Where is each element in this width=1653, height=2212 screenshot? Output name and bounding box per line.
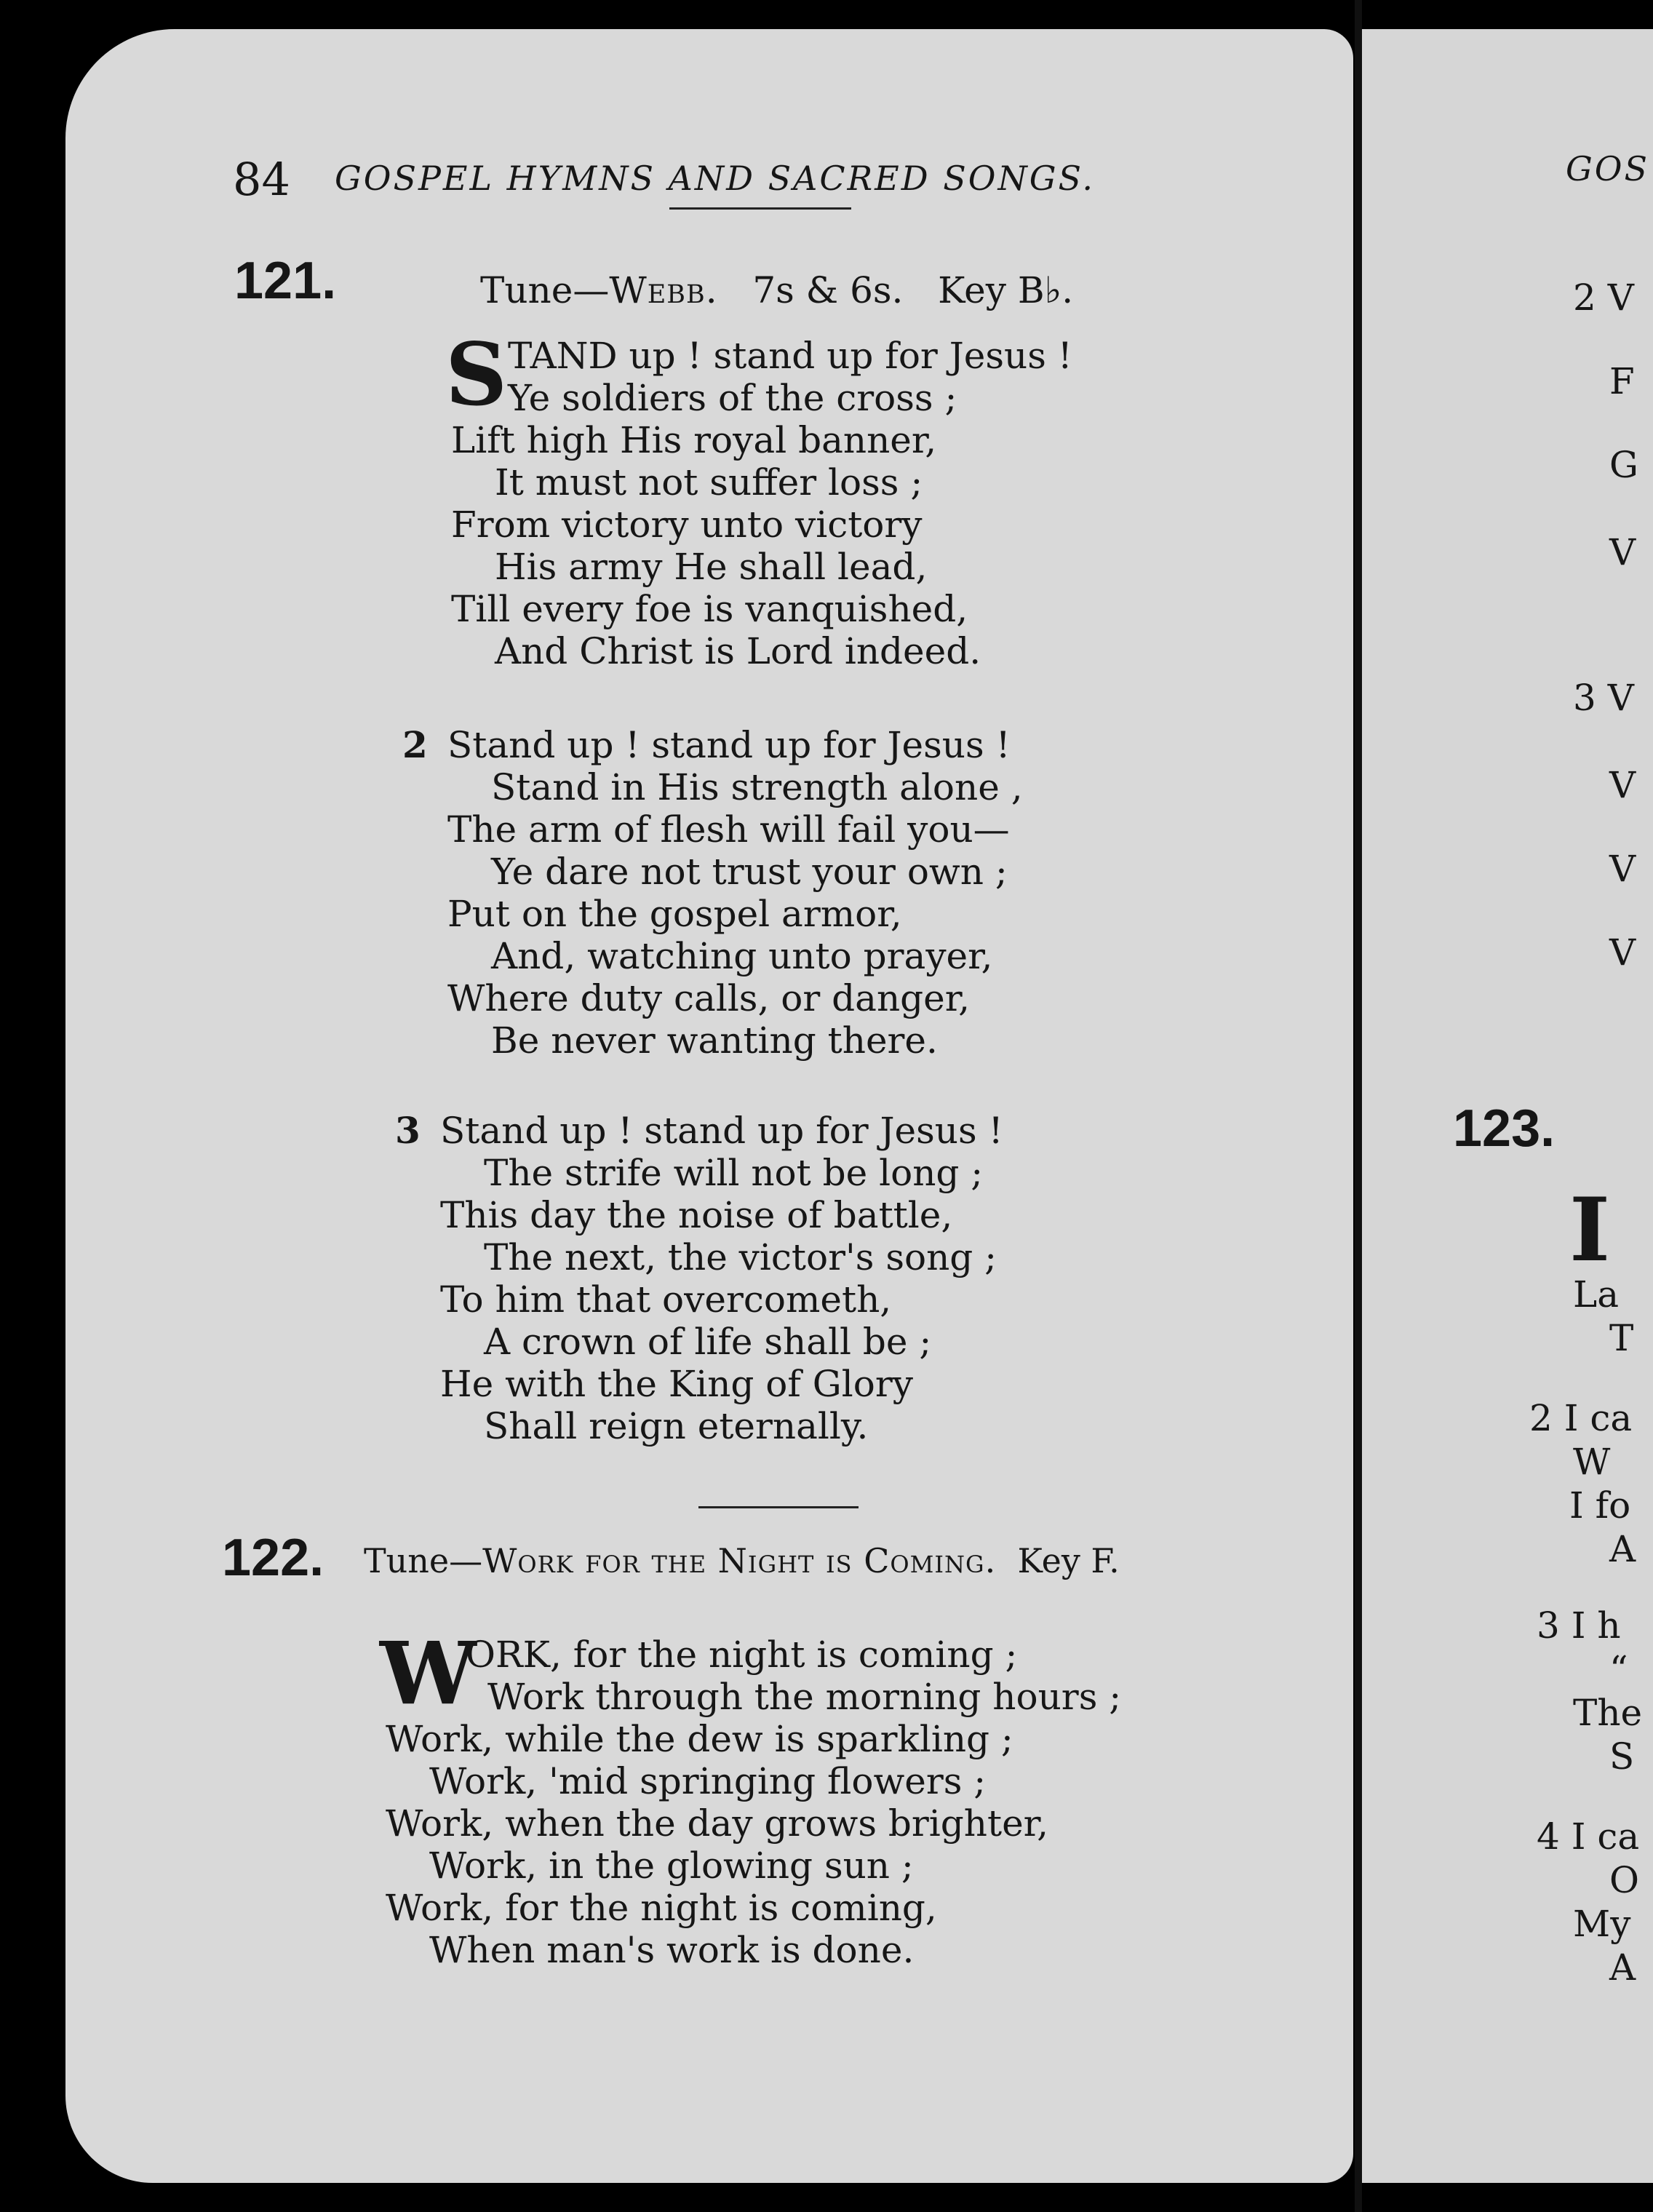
drop-cap: W [380, 1623, 477, 1724]
key-signature: Key F. [1017, 1541, 1120, 1580]
verse-line: The arm of flesh will fail you— [447, 808, 1010, 851]
left-page [65, 29, 1353, 2183]
right-text-fragment: F [1609, 360, 1635, 402]
right-text-fragment: La [1573, 1273, 1620, 1316]
tune-line [364, 1541, 1120, 1580]
verse-line: Stand in His strength alone , [491, 766, 1023, 808]
header-rule [669, 207, 851, 210]
right-text-fragment: V [1609, 931, 1636, 974]
hymn-number: 121. [234, 252, 337, 310]
verse-line: And, watching unto prayer, [491, 935, 993, 977]
tune-line [480, 269, 1073, 311]
right-text-fragment: 3 I h [1537, 1604, 1621, 1647]
verse-number: 2 [402, 723, 428, 766]
verse-line: From victory unto victory [451, 504, 923, 546]
verse-line: Where duty calls, or danger, [447, 977, 971, 1019]
right-text-fragment: “ [1609, 1648, 1628, 1690]
right-text-fragment: W [1573, 1441, 1611, 1483]
right-text-fragment: I fo [1569, 1484, 1631, 1527]
verse-line: This day the noise of battle, [440, 1194, 953, 1236]
verse-line: Ye dare not trust your own ; [491, 851, 1008, 893]
right-text-fragment: V [1609, 531, 1636, 573]
verse [380, 1623, 1122, 1971]
verse-line: And Christ is Lord indeed. [495, 630, 981, 672]
verse-line: A crown of life shall be ; [484, 1321, 932, 1363]
tune-prefix: Tune— [480, 269, 610, 311]
meter: 7s & 6s. [752, 269, 904, 311]
right-text-fragment: The [1573, 1692, 1643, 1734]
verse-line: TAND up ! stand up for Jesus ! [508, 335, 1072, 377]
verse-line: Work, for the night is coming, [386, 1887, 937, 1929]
right-text-fragment: V [1609, 848, 1636, 890]
right-hymn-number: 123. [1453, 1099, 1556, 1158]
right-text-fragment: My [1573, 1903, 1631, 1945]
right-text-fragment: 2 I ca [1529, 1397, 1633, 1439]
running-head [233, 153, 1288, 211]
verse-line: Put on the gospel armor, [447, 893, 902, 935]
verse-line: Work through the morning hours ; [487, 1676, 1122, 1718]
right-text-fragment: A [1609, 1946, 1636, 1989]
verse-number: 3 [395, 1109, 421, 1152]
page-number: 84 [233, 153, 290, 206]
verse-line: Till every foe is vanquished, [451, 588, 968, 630]
page-gutter [1355, 0, 1362, 2212]
running-title: GOSPEL HYMNS AND SACRED SONGS. [335, 159, 1095, 198]
right-text-fragment: A [1609, 1528, 1636, 1570]
verse-line: ORK, for the night is coming ; [466, 1634, 1018, 1676]
verse-line: It must not suffer loss ; [495, 461, 923, 504]
verse [402, 723, 1023, 1062]
verse-line: His army He shall lead, [495, 546, 928, 588]
right-drop-cap: I [1569, 1179, 1611, 1281]
tune-name: Webb. [609, 269, 718, 311]
section-rule [698, 1506, 859, 1508]
right-running-title: GOS [1566, 149, 1649, 188]
verse-line: Work, while the dew is sparkling ; [386, 1718, 1013, 1760]
verse-line: Stand up ! stand up for Jesus ! [440, 1110, 1003, 1152]
hymn-number: 122. [222, 1529, 324, 1587]
verse-line: Work, in the glowing sun ; [429, 1845, 914, 1887]
right-page [1362, 29, 1653, 2183]
right-text-fragment: S [1609, 1735, 1635, 1778]
verse-line: Stand up ! stand up for Jesus ! [447, 724, 1011, 766]
right-text-fragment: V [1609, 764, 1636, 806]
verse-line: He with the King of Glory [440, 1363, 913, 1405]
verse-line: Work, 'mid springing flowers ; [429, 1760, 987, 1802]
verse-line: Be never wanting there. [491, 1019, 938, 1062]
verse-line: To him that overcometh, [440, 1278, 892, 1321]
right-text-fragment: T [1609, 1317, 1634, 1359]
verse-line: Shall reign eternally. [484, 1405, 869, 1447]
tune-prefix: Tune— [364, 1541, 483, 1580]
right-text-fragment: 4 I ca [1537, 1815, 1640, 1858]
right-text-fragment: G [1609, 444, 1638, 486]
verse-line: Lift high His royal banner, [451, 419, 937, 461]
verse-line: The strife will not be long ; [484, 1152, 984, 1194]
right-text-fragment: O [1609, 1859, 1639, 1901]
right-text-fragment: 2 V [1573, 276, 1634, 319]
right-text-fragment: 3 V [1573, 677, 1634, 719]
verse [395, 1109, 1003, 1447]
verse-line: Work, when the day grows brighter, [386, 1802, 1048, 1845]
drop-cap: S [445, 324, 508, 425]
verse-line: The next, the victor's song ; [484, 1236, 997, 1278]
verse-line: Ye soldiers of the cross ; [508, 377, 957, 419]
tune-name: Work for the Night is Coming. [482, 1541, 997, 1580]
verse [445, 324, 1072, 672]
key-signature: Key B♭. [938, 269, 1074, 311]
verse-line: When man's work is done. [429, 1929, 915, 1971]
